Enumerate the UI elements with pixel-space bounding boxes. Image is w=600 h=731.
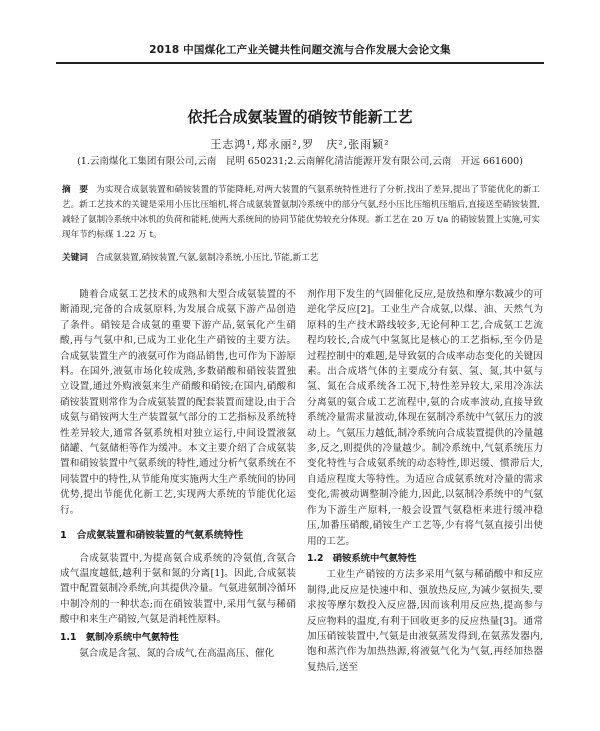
section-1-1-heading: 1.1 氨制冷系统中气氨特性 (60, 631, 179, 643)
article-authors: 王志鸿¹,郑永丽²,罗 庆²,张雨颖² (210, 138, 390, 151)
keywords (62, 251, 540, 266)
section-1-paragraph: 合成氨装置中,为提高氨合成系统的冷氨值,含氨合成气温度越低,越利于氨和氮的分离[1]。因此,合成氨装置中配置氨制冷系统,向其提供冷量。气氨进氨制冷循环中制冷剂的一种状态;而在硝铵装置中,采用气氨与稀硝酸中和来生产硝铵,气氨是消耗性原料。 (60, 552, 296, 626)
abstract-label: 摘 要 (62, 185, 89, 195)
section-1-1-paragraph-cont: 剂作用下发生的气固催化反应,是放热和摩尔数减少的可逆化学反应[2]。工业生产合成氨,以煤、油、天然气为原料的生产技术路线较多,无论何种工艺,合成氨工艺流程均较长,合成气中氢氮比是核心的工艺指标,至今仍是过程控制中的难题,是导致氨的合成率动态变化的关键因素。出合成塔气体的主要成分有氨、氢、氮,其中氨与氢、氮在合成系统各工况下,特性差异较大,采用冷冻法分离氨的氨合成工艺流程中,氨的合成率波动,直接导致系统冷量需求量波动,体现在氨制冷系统中气氨压力的波动上。气氨压力越低,制冷系统向合成装置提供的冷量越多,反之,则提供的冷量越少。制冷系统中,气氨系统压力变化特性与合成氨系统的动态特性,即迟缓、惯滞后大,自适应程度大等特性。为适应合成氨系统对冷量的需求变化,需被动调整制冷能力,因此,以氨制冷系统中的气氨作为下游生产原料,一般会设置气氨稳柜来进行缓冲稳压,加番压硝酸,硝铵生产工艺等,少有将气氨直接引出使用的工艺。 (307, 289, 543, 547)
header-rule (56, 62, 544, 64)
keywords-label: 关键词 (62, 253, 88, 263)
article-affiliations: (1.云南煤化工集团有限公司,云南 昆明 650231;2.云南解化清洁能源开发有限公司,云南 开远 661600) (77, 156, 523, 167)
abstract (62, 183, 540, 243)
section-1-2-paragraph: 工业生产硝铵的方法多采用气氨与稀硝酸中和反应制得,此反应是快速中和、强放热反应,为减少氨损失,要求按等摩尔数投入反应器,因而该利用反应热,提高参与反应物料的温度,有利于回收更多的反应热量[3]。通常加压硝铵装置中,气氨是由液氨蒸发得到,在氨蒸发器内,饱和蒸汽作为加热热源,将液氨气化为气氨,再经加热器复热后,送至 (307, 569, 543, 673)
body-column-left (60, 287, 296, 661)
running-header: 2018 中国煤化工产业关键共性问题交流与合作发展大会论文集 (149, 44, 451, 56)
intro-paragraph: 随着合成氨工艺技术的成熟和大型合成氨装置的不断涌现,完备的合成氨原料,为发展合成氨下游产品创造了条件。硝铵是合成氨的重要下游产品,氨氧化产生硝酸,再与气氨中和,已成为工业化生产硝铵的主要方法。合成氨装置生产的液氨可作为商品销售,也可作为下游原料。在国外,液氨市场化较成熟,多数硝酸和硝铵装置独立设置,通过外购液氨来生产硝酸和硝铵;在国内,硝酸和硝铵装置则常作为合成氨装置的配套装置而建设,由于合成氨与硝铵两大生产装置氨气部分的工艺指标及系统特性差异较大,通常各氨系统相对独立运行,中间设置液氨储罐、气氨储柜等作为缓冲。本文主要介绍了合成氨装置和硝铵装置中气氨系统的特性,通过分析气氨系统在不同装置中的特性,从节能角度实施两大生产系统间的协同优势,提出节能优化新工艺,实现两大系统的节能优化运行。 (60, 289, 296, 516)
section-1-2-heading: 1.2 硝铵系统中气氨特性 (307, 552, 417, 564)
article-title: 依托合成氨装置的硝铵节能新工艺 (187, 108, 413, 126)
section-1-1-paragraph-start: 氨合成是含氢、氮的合成气,在高温高压、催化 (79, 647, 275, 659)
section-1-heading: 1 合成氨装置和硝铵装置的气氨系统特性 (60, 530, 244, 542)
body-column-right (307, 287, 543, 675)
abstract-text: 为实现合成氨装置和硝铵装置的节能降耗,对两大装置的气氨系统特性进行了分析,找出了差异,提出了节能优化的新工艺。新工艺技术的关键是采用小压比压缩机,将合成氨装置氨制冷系统中的部分气氨,经小压比压缩机压缩后,直接送至硝铵装置,减轻了氨制冷系统中冰机的负荷和能耗,使两大系统间的协同节能优势较充分体现。新工艺在 20 万 t/a 的硝铵装置上实施,可实现年节约标煤 1.22 万 t。 (62, 185, 540, 240)
keywords-text: 合成氨装置,硝铵装置,气氨,氨制冷系统,小压比,节能,新工艺 (95, 253, 319, 263)
